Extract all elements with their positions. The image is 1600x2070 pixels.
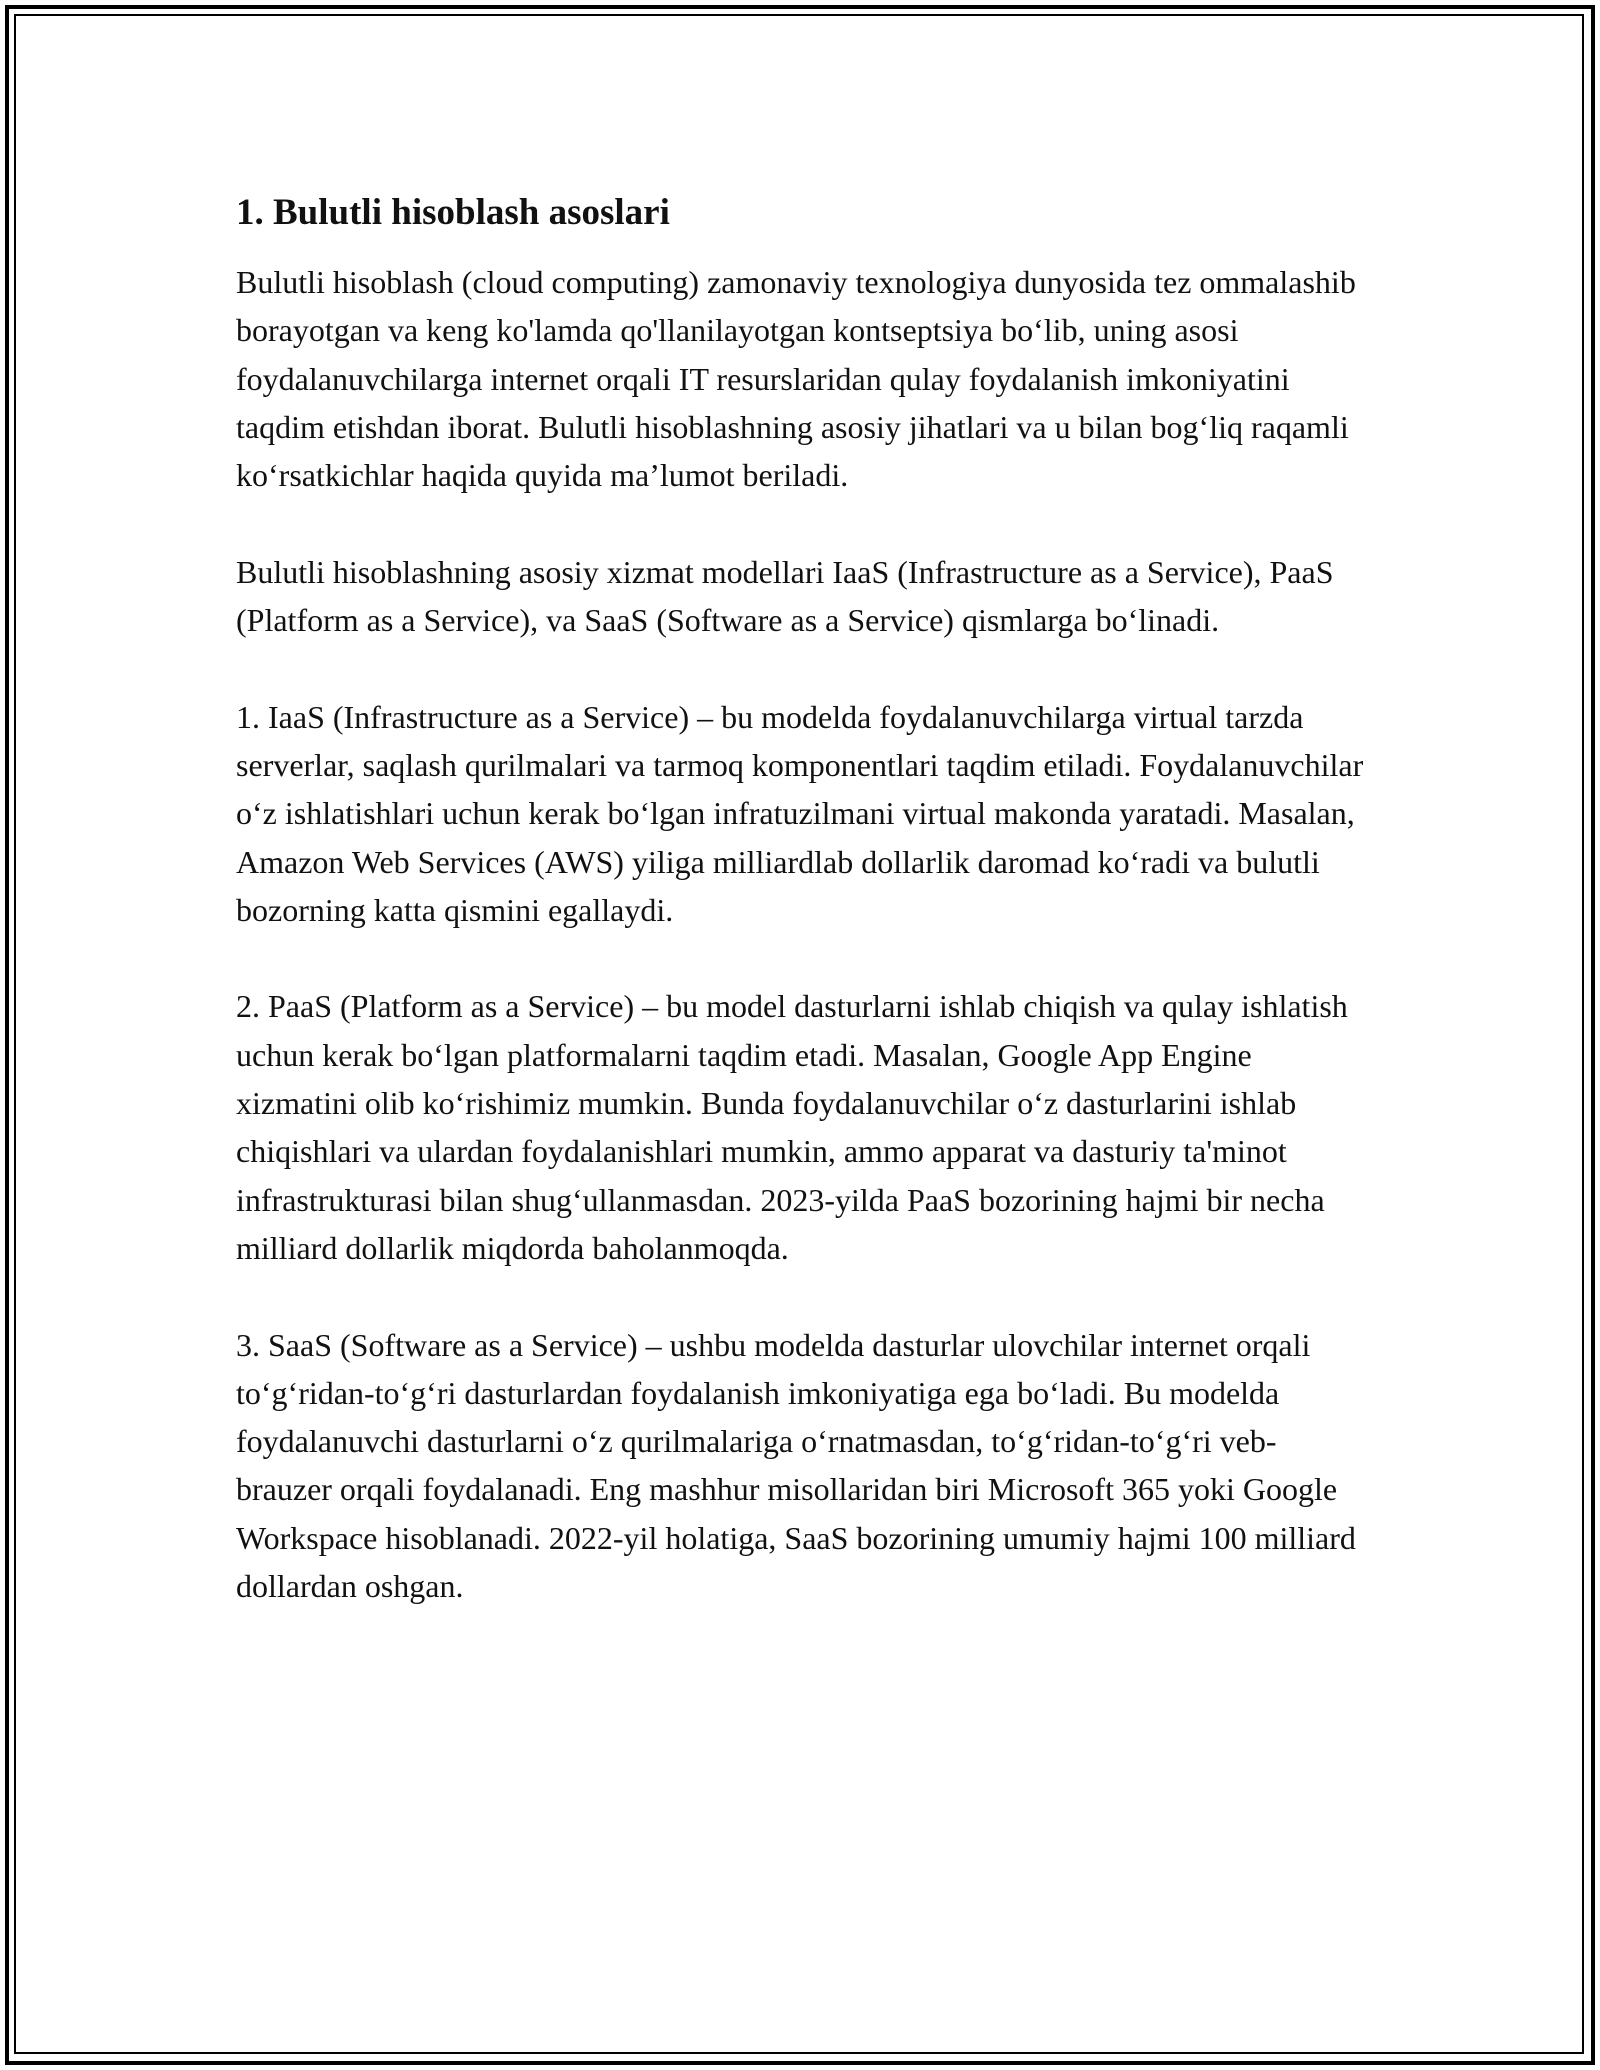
document-body	[236, 190, 1366, 1610]
paragraph-saas: 3. SaaS (Software as a Service) – ushbu modelda dasturlar ulovchilar internet orqali to‘g‘ridan-to‘g‘ri dasturlardan foydalanish imkoniyatiga ega bo‘ladi. Bu modelda foydalanuvchi dasturlarni o‘z qurilmalariga o‘rnatmasdan, to‘g‘ridan-to‘g‘ri veb-brauzer orqali foydalanadi. Eng mashhur misollaridan biri Microsoft 365 yoki Google Workspace hisoblanadi. 2022-yil holatiga, SaaS bozorining umumiy hajmi 100 milliard dollardan oshgan.	[236, 1326, 1356, 1605]
paragraph-paas: 2. PaaS (Platform as a Service) – bu model dasturlarni ishlab chiqish va qulay ishlatish uchun kerak bo‘lgan platformalarni taqdim etadi. Masalan, Google App Engine xizmatini olib ko‘rishimiz mumkin. Bunda foydalanuvchilar o‘z dasturlarini ishlab chiqishlari va ulardan foydalanishlari mumkin, ammo apparat va dasturiy ta'minot infrastrukturasi bilan shug‘ullanmasdan. 2023-yilda PaaS bozorining hajmi bir necha milliard dollarlik miqdorda baholanmoqda.	[236, 988, 1348, 1266]
paragraph-service-models: Bulutli hisoblashning asosiy xizmat modellari IaaS (Infrastructure as a Service), PaaS (Platform as a Service), va SaaS (Software as a Service) qismlarga bo‘linadi.	[236, 553, 1334, 639]
paragraph-iaas: 1. IaaS (Infrastructure as a Service) – bu modelda foydalanuvchilarga virtual tarzda serverlar, saqlash qurilmalari va tarmoq komponentlari taqdim etiladi. Foydalanuvchilar o‘z ishlatishlari uchun kerak bo‘lgan infratuzilmani virtual makonda yaratadi. Masalan, Amazon Web Services (AWS) yiliga milliardlab dollarlik daromad ko‘radi va bulutli bozorning katta qismini egallaydi.	[236, 698, 1364, 928]
section-heading: 1. Bulutli hisoblash asoslari	[236, 192, 670, 233]
paragraph-intro: Bulutli hisoblash (cloud computing) zamonaviy texnologiya dunyosida tez ommalashib borayotgan va keng ko'lamda qo'llanilayotgan kontseptsiya bo‘lib, uning asosi foydalanuvchilarga internet orqali IT resurslaridan qulay foydalanish imkoniyatini taqdim etishdan iborat. Bulutli hisoblashning asosiy jihatlari va u bilan bog‘liq raqamli ko‘rsatkichlar haqida quyida ma’lumot beriladi.	[236, 264, 1356, 494]
